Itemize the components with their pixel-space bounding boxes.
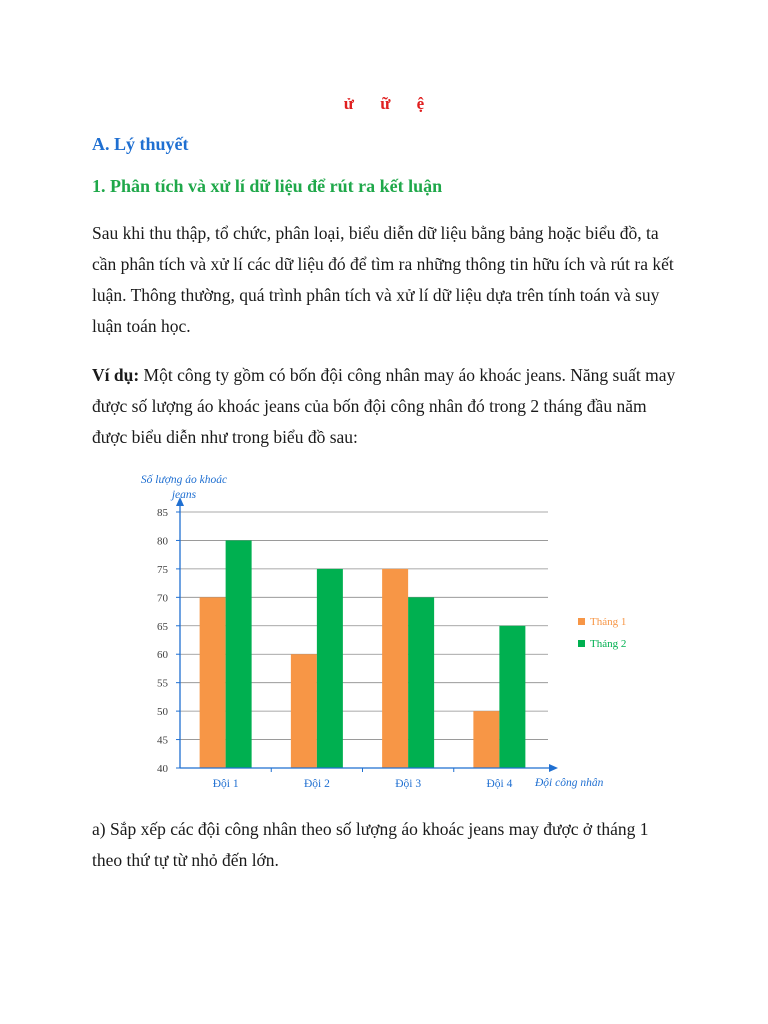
bar-2	[499, 626, 525, 768]
legend-label: Tháng 2	[590, 638, 627, 650]
y-tick-label: 75	[157, 563, 168, 576]
paragraph-example	[92, 360, 682, 453]
bar-chart-svg	[120, 470, 640, 800]
legend-swatch	[578, 618, 585, 625]
subsection-heading: 1. Phân tích và xử lí dữ liệu để rút ra kết luận	[92, 176, 443, 196]
legend-swatch	[578, 640, 585, 647]
x-tick-label: Đội 1	[212, 778, 239, 790]
example-label: Ví dụ:	[92, 365, 140, 385]
x-axis-arrow	[549, 764, 558, 772]
y-tick-label: 55	[157, 677, 168, 690]
y-tick-label: 80	[157, 535, 168, 548]
y-tick-label: 40	[157, 763, 168, 775]
bar-2	[408, 597, 434, 768]
y-axis-label: Số lượng áo khoác	[140, 474, 228, 486]
y-tick-label: 85	[157, 507, 168, 519]
y-tick-label: 45	[157, 734, 168, 747]
y-axis-label-line2: jeans	[171, 489, 197, 501]
bar-chart	[120, 470, 640, 800]
bar-1	[382, 569, 408, 768]
bar-2	[317, 569, 343, 768]
bar-1	[473, 711, 499, 768]
section-heading: A. Lý thuyết	[92, 134, 189, 154]
bar-1	[200, 597, 226, 768]
y-tick-label: 65	[157, 620, 168, 633]
example-text: Một công ty gồm có bốn đội công nhân may áo khoác jeans. Năng suất may được số lượng áo khoác jeans của bốn đội công nhân đó trong 2 tháng đầu năm được biểu diễn như trong biểu đồ sau:	[92, 365, 676, 447]
bar-1	[291, 654, 317, 768]
y-tick-label: 70	[157, 592, 168, 605]
bar-2	[226, 540, 252, 768]
x-tick-label: Đội 3	[395, 778, 422, 790]
question-a: a) Sắp xếp các đội công nhân theo số lượng áo khoác jeans may được ở tháng 1 theo thứ tự từ nhỏ đến lớn.	[92, 819, 649, 870]
page-title: ử ữ ệ	[343, 94, 425, 113]
legend-label: Tháng 1	[590, 616, 627, 628]
x-axis-label: Đội công nhân	[535, 777, 604, 789]
paragraph-intro: Sau khi thu thập, tổ chức, phân loại, biểu diễn dữ liệu bằng bảng hoặc biểu đồ, ta cần phân tích và xử lí các dữ liệu đó để tìm ra những thông tin hữu ích và rút ra kết luận. Thông thường, quá trình phân tích và xử lí dữ liệu dựa trên tính toán và suy luận toán học.	[92, 223, 674, 336]
x-tick-label: Đội 4	[486, 778, 513, 790]
y-tick-label: 50	[157, 706, 168, 719]
x-tick-label: Đội 2	[303, 778, 330, 790]
y-tick-label: 60	[157, 649, 168, 662]
